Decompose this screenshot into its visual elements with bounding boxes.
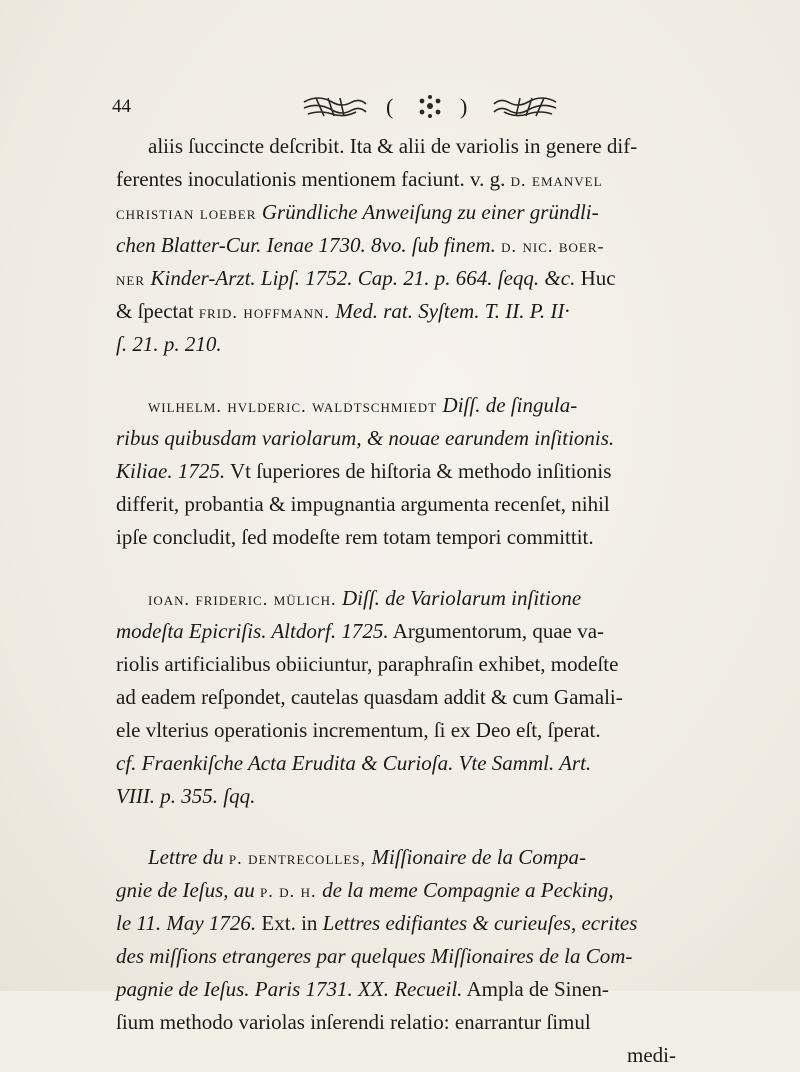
body-text: ferentes inoculationis mentionem faciunt. v. g. [116, 167, 511, 191]
italic-citation: chen Blatter-Cur. Ienae 1730. 8vo. ſub finem. [116, 233, 502, 257]
text-line [116, 747, 716, 780]
italic-citation: des miſſions etrangeres par quelques Miſſionaires de la Com- [116, 944, 633, 968]
body-text: ipſe concludit, ſed modeſte rem totam tempori committit. [116, 525, 594, 549]
text-line [116, 295, 716, 328]
italic-citation: Diſſ. de ſingula- [442, 393, 578, 417]
text-line [116, 422, 716, 455]
text-line [116, 389, 716, 422]
author-name: ner [116, 269, 151, 289]
italic-citation: VIII. p. 355. ſqq. [116, 784, 256, 808]
body-text: Ampla de Sinen- [462, 977, 609, 1001]
italic-citation: ribus quibusdam variolarum, & nouae earundem inſitionis. [116, 426, 615, 450]
paragraph [116, 130, 716, 361]
italic-citation: Kinder-Arzt. Lipſ. 1752. Cap. 21. p. 664. ſeqq. &c. [150, 266, 576, 290]
italic-citation: gnie de Ieſus, au [116, 878, 261, 902]
italic-citation: pagnie de Ieſus. Paris 1731. XX. Recueil. [116, 977, 463, 1001]
author-name: christian loeber [116, 203, 262, 223]
svg-text:(: ( [386, 94, 394, 119]
body-text: aliis ſuccincte deſcribit. Ita & alii de variolis in genere dif- [148, 134, 638, 158]
paragraph [116, 841, 716, 1072]
body-text: Vt ſuperiores de hiſtoria & methodo inſitionis [225, 459, 612, 483]
text-line [116, 841, 716, 874]
italic-citation: Med. rat. Syſtem. T. II. P. II· [335, 299, 570, 323]
text-line [116, 714, 716, 747]
author-name: d. nic. boer- [501, 236, 605, 256]
text-line [116, 196, 716, 229]
body-text: ad eadem reſpondet, cautelas quasdam addit & cum Gamali- [116, 685, 623, 709]
italic-citation: Diſſ. de Variolarum inſitione [342, 586, 582, 610]
text-line [116, 1006, 716, 1039]
body-text: & ſpectat [116, 299, 199, 323]
author-name: d. emanvel [510, 170, 603, 190]
text-line [116, 229, 716, 262]
paragraph-gap [116, 554, 716, 582]
text-line [116, 130, 716, 163]
text-line [116, 940, 716, 973]
italic-citation: modeſta Epicriſis. Altdorf. 1725. [116, 619, 389, 643]
author-name: frid. hoffmann. [198, 302, 336, 322]
paragraph-gap [116, 813, 716, 841]
italic-citation: Lettre du [148, 845, 229, 869]
italic-citation: Fraenkiſche Acta Erudita & Curioſa. Vte Samml. Art. [141, 751, 592, 775]
author-name: p. d. h. [260, 881, 323, 901]
italic-citation: de la meme Compagnie a Pecking, [322, 878, 614, 902]
author-name: p. dentrecolles, [228, 848, 372, 868]
author-name: wilhelm. hvlderic. waldtschmiedt [148, 396, 443, 416]
svg-text:): ) [460, 94, 468, 119]
page-body [116, 130, 716, 1072]
body-text: differit, probantia & impugnantia argumenta recenſet, nihil [116, 492, 610, 516]
text-line [116, 615, 716, 648]
text-line [116, 874, 716, 907]
text-line [116, 681, 716, 714]
text-line [116, 163, 716, 196]
body-text: ele vlterius operationis incrementum, ſi ex Deo eſt, ſperat. [116, 718, 601, 742]
body-text: Ext. in [256, 911, 323, 935]
body-text: medi- [627, 1043, 676, 1067]
body-text: Huc [575, 266, 616, 290]
italic-citation: Gründliche Anweiſung zu einer gründli- [261, 200, 599, 224]
italic-citation: cf. [116, 751, 142, 775]
italic-citation: ſ. 21. p. 210. [116, 332, 222, 356]
text-line [116, 907, 716, 940]
paragraph [116, 389, 716, 554]
text-line [116, 780, 716, 813]
italic-citation: Miſſionaire de la Compa- [371, 845, 586, 869]
text-line [116, 455, 716, 488]
printers-ornament-icon [260, 92, 600, 122]
text-line [116, 1039, 716, 1072]
body-text: riolis artificialibus obiiciuntur, paraphraſin exhibet, modeſte [116, 652, 619, 676]
page-number: 44 [112, 96, 131, 117]
italic-citation: Lettres edifiantes & curieuſes, ecrites [322, 911, 638, 935]
italic-citation: Kiliae. 1725. [116, 459, 226, 483]
author-name: ioan. frideric. mülich. [148, 589, 342, 609]
text-line [116, 582, 716, 615]
paragraph-gap [116, 361, 716, 389]
text-line [116, 488, 716, 521]
text-line [116, 521, 716, 554]
text-line [116, 973, 716, 1006]
page-header [110, 92, 710, 122]
italic-citation: le 11. May 1726. [116, 911, 257, 935]
body-text: Argumentorum, quae va- [388, 619, 605, 643]
text-line [116, 328, 716, 361]
paragraph [116, 582, 716, 813]
text-line [116, 262, 716, 295]
text-line [116, 648, 716, 681]
body-text: ſium methodo variolas inſerendi relatio: enarrantur ſimul [116, 1010, 591, 1034]
